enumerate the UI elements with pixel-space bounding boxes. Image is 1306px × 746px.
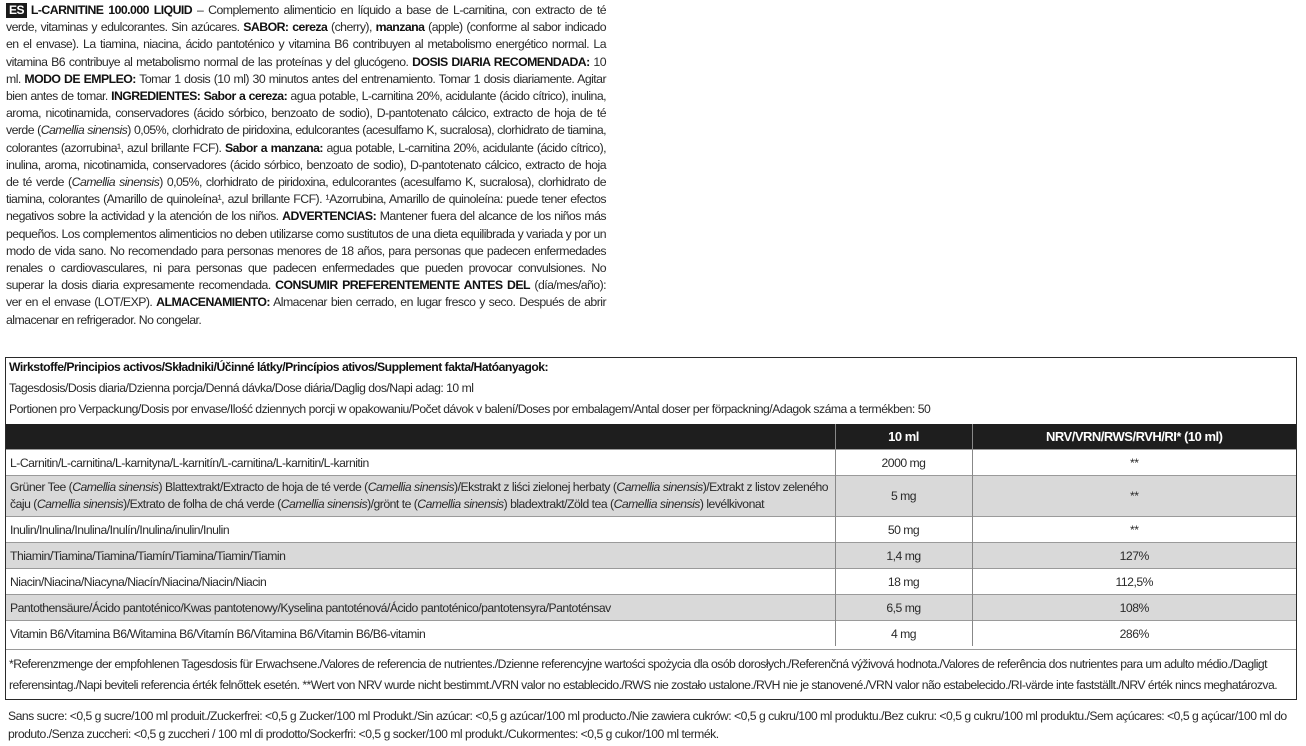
cherry-heading: Sabor a cereza:	[203, 89, 288, 104]
ingredient-nrv: 286%	[972, 621, 1296, 647]
ingredient-amount: 50 mg	[835, 517, 972, 543]
ingredient-name: Vitamin B6/Vitamina B6/Witamina B6/Vitamín B6/Vitamina B6/Vitamin B6/B6-vitamin	[6, 621, 835, 647]
footnote-divider	[6, 649, 1296, 650]
supplement-facts-box	[5, 357, 1297, 700]
ingredient-name: Thiamin/Tiamina/Tiamina/Tiamín/Tiamina/Tiamin/Tiamin	[6, 543, 835, 569]
flavor-cherry: cereza	[292, 20, 328, 35]
ingredient-nrv: **	[972, 517, 1296, 543]
ingredients-heading: INGREDIENTES:	[111, 89, 201, 104]
name-part: )/Extrakt z listov zeleného čaju (	[10, 480, 829, 511]
latin-name: Camellia sinensis	[616, 480, 703, 494]
dose-heading: DOSIS DIARIA RECOMENDADA:	[412, 54, 590, 69]
latin-name: Camellia sinensis	[417, 497, 504, 511]
latin-name: Camellia sinensis	[36, 497, 124, 511]
ingredient-nrv: 108%	[972, 595, 1296, 621]
ingredient-name	[6, 476, 835, 517]
usage-text: Tomar 1 dosis (10 ml) 30 minutos antes del entrenamiento. Tomar 1 dosis diariamente. Agitar bien antes de tomar.	[6, 71, 606, 104]
flavor-cherry-en: (cherry),	[327, 20, 376, 35]
ingredient-amount: 5 mg	[835, 476, 972, 517]
facts-header: Wirkstoffe/Principios activos/Składniki/Účinné látky/Princípios ativos/Supplement fakta/Hatóanyagok:	[9, 360, 549, 374]
ingredient-nrv: **	[972, 476, 1296, 517]
table-row	[6, 543, 1296, 569]
flavor-heading: SABOR:	[243, 20, 289, 35]
apple-heading: Sabor a manzana:	[224, 140, 323, 155]
latin-name: Camellia sinensis	[613, 497, 700, 511]
cherry-ingredients-2: ) 0,05%, clorhidrato de piridoxina, edulcorantes (acesulfamo K, sucralosa), clorhidrato de tiamina, colorantes (azorrubina¹, azul brillante FCF).	[6, 123, 607, 155]
ingredient-amount: 4 mg	[835, 621, 972, 647]
latin-name: Camellia sinensis	[72, 480, 159, 494]
servings-line: Portionen pro Verpackung/Dosis por envase/Ilość dziennych porcji w opakowaniu/Počet dávok v balení/Doses por embalagem/Antal doser per förpackning/Adagok száma a termékben: 50	[9, 402, 931, 416]
ingredient-amount: 2000 mg	[835, 450, 972, 476]
cherry-ingredients-1: agua potable, L-carnitina 20%, acidulante (ácido cítrico), inulina, aroma, nicotinamida, conservadores (ácido sórbico, benzoato de sodio), D-pantotenato cálcico, extracto de hoja de té verde (	[6, 89, 606, 138]
nrv-column-header: NRV/VRN/RWS/RVH/RI* (10 ml)	[972, 424, 1296, 450]
ingredient-name: L-Carnitin/L-carnitina/L-karnityna/L-karnitín/L-carnitina/L-karnitin/L-karnitin	[6, 450, 835, 476]
storage-heading: ALMACENAMIENTO:	[156, 295, 270, 310]
table-row	[6, 595, 1296, 621]
name-part: Grüner Tee (	[10, 480, 73, 494]
nutrition-table	[6, 424, 1296, 646]
name-part: ) levélkivonat	[699, 497, 765, 511]
flavor-apple-en: (apple) (conforme al sabor indicado en el envase). La tiamina, niacina, ácido pantoténico y vitamina B6 contribuyen al metabolismo energético normal. La vitamina B6 contribuye al metabolismo normal de las proteínas y del glucógeno.	[6, 20, 606, 69]
ingredient-nrv: 112,5%	[972, 569, 1296, 595]
ingredient-nrv: 127%	[972, 543, 1296, 569]
table-header-row	[6, 424, 1296, 450]
table-row	[6, 476, 1296, 517]
amount-column-header: 10 ml	[835, 424, 972, 450]
name-part: )/grönt te (	[367, 497, 418, 511]
name-part: ) bladextrakt/Zöld tea (	[503, 497, 614, 511]
apple-latin-name: Camellia sinensis	[71, 175, 160, 190]
ingredient-amount: 1,4 mg	[835, 543, 972, 569]
product-intro: – Complemento alimenticio en líquido a base de L-carnitina, con extracto de té verde, vitaminas y edulcorantes. Sin azúcares.	[6, 3, 606, 35]
table-row	[6, 621, 1296, 647]
name-part: ) Blattextrakt/Extracto de hoja de té verde (	[158, 480, 368, 494]
apple-ingredients-2: ) 0,05%, clorhidrato de piridoxina, edulcorantes (acesulfamo K, sucralosa), clorhidrato de tiamina, colorantes (Amarillo de quinoleína¹, azul brillante FCF). ¹Azorrubina, Amarillo de quinoleína: puede tener efectos negativos sobre la actividad y la atención de los niños.	[6, 175, 606, 224]
dose-text: 10 ml.	[6, 54, 606, 86]
cherry-latin-name: Camellia sinensis	[40, 123, 128, 138]
ingredient-name: Pantothensäure/Ácido pantoténico/Kwas pantotenowy/Kyselina pantoténová/Ácido pantoténico/pantotensyra/Pantoténsav	[6, 595, 835, 621]
reference-footnote: *Referenzmenge der empfohlenen Tagesdosis für Erwachsene./Valores de referencia de nutrientes./Dzienne referencyjne wartości spożycia dla osób dorosłych./Referenčná výživová hodnota./Valores de referência dos nutrientes para um adulto médio./Dagligt referensintag./Napi beviteli referencia érték felnőttek esetén. **Wert von NRV wurde nicht bestimmt./VRN valor no establecido./RWS nie zostało ustalone./RVH nie je stanovené./VRN valor não estabelecido./RI-värde inte fastställt./NRV érték nincs meghatározva.	[9, 657, 1278, 692]
name-part: )/Extrato de folha de chá verde (	[123, 497, 281, 511]
ingredient-name: Niacin/Niacina/Niacyna/Niacín/Niacina/Niacin/Niacin	[6, 569, 835, 595]
warnings-heading: ADVERTENCIAS:	[282, 209, 377, 224]
latin-name: Camellia sinensis	[280, 497, 368, 511]
daily-dose-line: Tagesdosis/Dosis diaria/Dzienna porcja/Denná dávka/Dose diária/Daglig dos/Napi adag: 10 ml	[9, 381, 474, 395]
best-before-heading: CONSUMIR PREFERENTEMENTE ANTES DEL	[275, 278, 530, 293]
best-before-text: (día/mes/año): ver en el envase (LOT/EXP).	[6, 278, 606, 310]
storage-text: Almacenar bien cerrado, en lugar fresco y seco. Después de abrir almacenar en refrigerador. No congelar.	[6, 295, 606, 327]
ingredient-column-header	[6, 424, 835, 450]
ingredient-amount: 18 mg	[835, 569, 972, 595]
product-name: L-CARNITINE 100.000 LIQUID	[30, 3, 193, 17]
flavor-apple: manzana	[375, 20, 425, 35]
latin-name: Camellia sinensis	[367, 480, 455, 494]
name-part: )/Ekstrakt z liści zielonej herbaty (	[454, 480, 617, 494]
language-badge: ES	[6, 3, 27, 18]
table-row	[6, 569, 1296, 595]
ingredient-name: Inulin/Inulina/Inulina/Inulín/Inulina/inulin/Inulin	[6, 517, 835, 543]
table-row	[6, 450, 1296, 476]
table-row	[6, 517, 1296, 543]
ingredient-amount: 6,5 mg	[835, 595, 972, 621]
usage-heading: MODO DE EMPLEO:	[24, 71, 136, 86]
warnings-text: Mantener fuera del alcance de los niños más pequeños. Los complementos alimenticios no deben utilizarse como sustitutos de una dieta equilibrada y variada y por un modo de vida sano. No recomendado para personas menores de 18 años, para personas que padecen enfermedades renales o cardiovasculares, ni para personas que padecen enfermedades que pueden provocar convulsiones. No superar la dosis diaria expresamente recomendada.	[6, 209, 606, 293]
sugar-free-note: Sans sucre: <0,5 g sucre/100 ml produit./Zuckerfrei: <0,5 g Zucker/100 ml Produkt./Sin azúcar: <0,5 g azúcar/100 ml producto./Nie zawiera cukrów: <0,5 g cukru/100 ml produktu./Bez cukru: <0,5 g cukru/100 ml produktu./Sem açúcares: <0,5 g açúcar/100 ml do produto./Senza zuccheri: <0,5 g zuccheri / 100 ml di prodotto/Sockerfri: <0,5 g socker/100 ml produkt./Cukormentes: <0,5 g cukor/100 ml termék.	[8, 709, 1287, 741]
ingredient-nrv: **	[972, 450, 1296, 476]
apple-ingredients-1: agua potable, L-carnitina 20%, acidulante (ácido cítrico), inulina, aroma, nicotinamida, conservadores (ácido sórbico, benzoato de sodio), D-pantotenato cálcico, extracto de hoja de té verde (	[6, 140, 607, 190]
product-description	[6, 2, 606, 329]
